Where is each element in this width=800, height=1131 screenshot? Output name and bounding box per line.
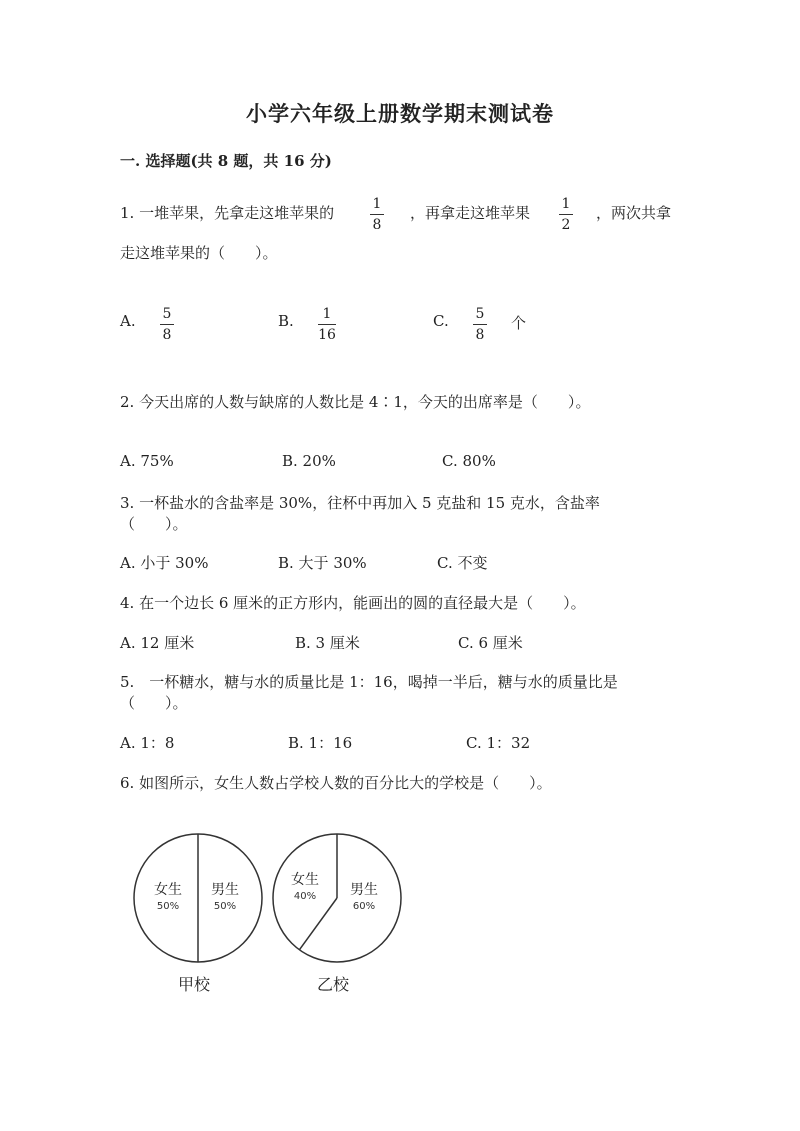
q2-option-a: A. 75% xyxy=(120,452,174,470)
pie-chart-1 xyxy=(134,834,262,994)
q1-option-a-fraction xyxy=(160,306,174,343)
q1-option-c-suffix: 个 xyxy=(511,314,527,332)
question-5-line1: 5. 一杯糖水，糖与水的质量比是 1：16，喝掉一半后，糖与水的质量比是 xyxy=(120,673,618,691)
q3-option-c: C. 不变 xyxy=(437,554,488,572)
q5-option-b: B. 1：16 xyxy=(288,734,353,752)
q1-option-c-fraction xyxy=(473,306,487,343)
q1-opt-c-num: 5 xyxy=(475,306,485,322)
section-heading: 一. 选择题(共 8 题，共 16 分) xyxy=(120,152,332,170)
q2-option-b: B. 20% xyxy=(282,452,336,470)
pie-slice-label: 男生 xyxy=(350,882,378,898)
q1-text-c: ，两次共拿 xyxy=(596,204,672,222)
q1-option-b-label: B. xyxy=(278,312,294,330)
question-5-line2: （ ）。 xyxy=(120,694,188,712)
pie-slice-value: 50% xyxy=(213,901,237,912)
pie-slice-value: 60% xyxy=(352,901,376,912)
q3-option-b: B. 大于 30% xyxy=(278,554,367,572)
pie-chart-2 xyxy=(273,834,401,994)
q1-text-b: ，再拿走这堆苹果 xyxy=(410,204,531,222)
question-2: 2. 今天出席的人数与缺席的人数比是 4∶1，今天的出席率是（ ）。 xyxy=(120,393,591,411)
q4-option-b: B. 3 厘米 xyxy=(295,634,360,652)
q1-opt-b-num: 1 xyxy=(322,306,332,322)
q1-opt-a-den: 8 xyxy=(162,327,172,343)
q4-option-a: A. 12 厘米 xyxy=(120,634,195,652)
question-3-line1: 3. 一杯盐水的含盐率是 30%，往杯中再加入 5 克盐和 15 克水，含盐率 xyxy=(120,494,600,512)
pie-charts xyxy=(0,820,800,1040)
q1-frac1-den: 8 xyxy=(372,217,382,233)
q5-option-c: C. 1：32 xyxy=(466,734,531,752)
page-title: 小学六年级上册数学期末测试卷 xyxy=(246,101,554,126)
q1-frac2-den: 2 xyxy=(561,217,571,233)
q1-option-b-fraction xyxy=(318,306,336,343)
q2-option-c: C. 80% xyxy=(442,452,496,470)
q4-option-c: C. 6 厘米 xyxy=(458,634,523,652)
q1-option-c-label: C. xyxy=(433,312,449,330)
question-4: 4. 在一个边长 6 厘米的正方形内，能画出的圆的直径最大是（ ）。 xyxy=(120,594,586,612)
pie-slice-label: 女生 xyxy=(291,872,319,888)
question-6: 6. 如图所示，女生人数占学校人数的百分比大的学校是（ ）。 xyxy=(120,774,552,792)
q1-fraction-2 xyxy=(559,196,573,233)
q3-option-a: A. 小于 30% xyxy=(120,554,209,572)
q1-text-line2: 走这堆苹果的（ ）。 xyxy=(120,244,278,262)
q1-opt-a-num: 5 xyxy=(162,306,172,322)
pie-slice-value: 50% xyxy=(156,901,180,912)
q5-option-a: A. 1：8 xyxy=(120,734,175,752)
pie-slice-label: 女生 xyxy=(154,882,182,898)
pie-chart-title: 甲校 xyxy=(177,975,211,994)
q1-fraction-1 xyxy=(370,196,384,233)
pie-slice-label: 男生 xyxy=(211,882,239,898)
question-3-line2: （ ）。 xyxy=(120,515,188,533)
q1-opt-c-den: 8 xyxy=(475,327,485,343)
pie-slice-value: 40% xyxy=(293,891,317,902)
q1-option-a-label: A. xyxy=(120,312,136,330)
q1-opt-b-den: 16 xyxy=(318,327,336,343)
q1-text-a: 1. 一堆苹果，先拿走这堆苹果的 xyxy=(120,204,335,222)
q1-frac1-num: 1 xyxy=(372,196,382,212)
q1-frac2-num: 1 xyxy=(561,196,571,212)
pie-chart-title: 乙校 xyxy=(316,975,350,994)
